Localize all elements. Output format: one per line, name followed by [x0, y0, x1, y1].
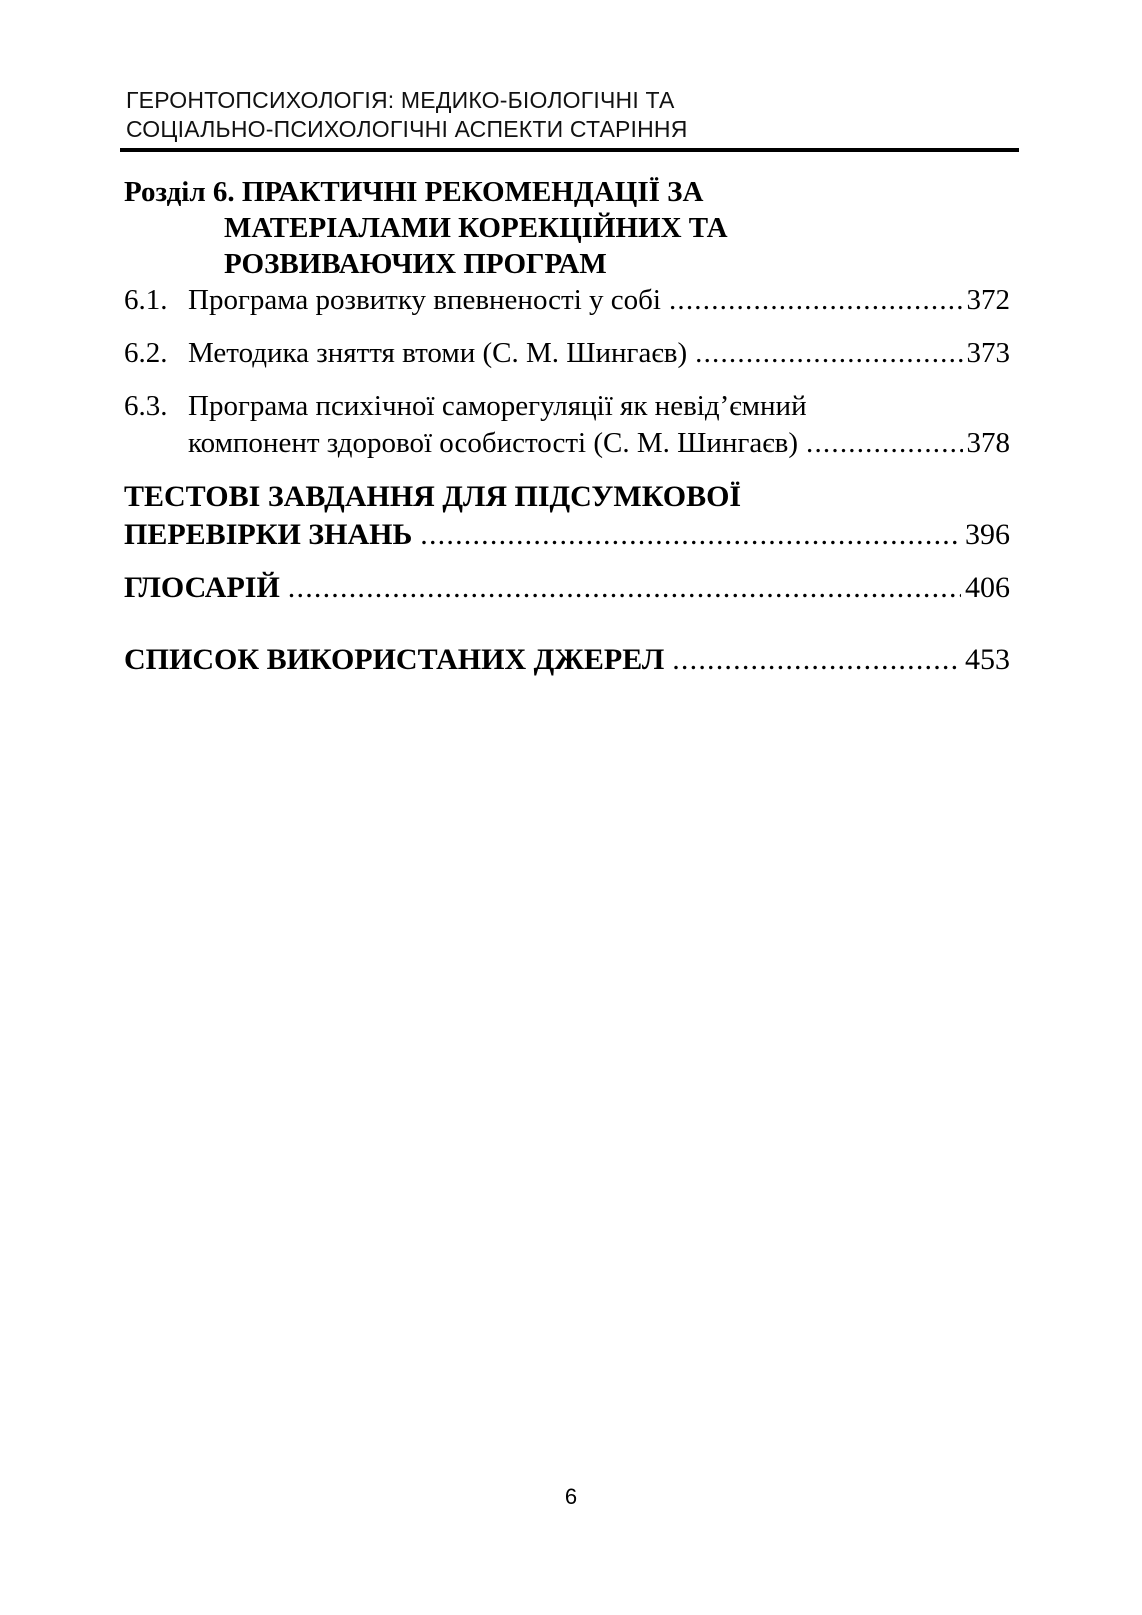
toc-entry-glossary[interactable] [124, 569, 1010, 607]
running-head [126, 86, 1006, 144]
toc-entry-number: 6.3. [124, 390, 168, 422]
toc-entry-title-line-1: Програма психічної саморегуляції як невід’ємний [188, 390, 807, 422]
toc-entry-number: 6.2. [124, 337, 168, 369]
section-title [124, 174, 1004, 282]
toc-entry-page: 396 [965, 518, 1010, 551]
section-title-line-3: РОЗВИВАЮЧИХ ПРОГРАМ [224, 248, 607, 280]
toc-entry-page: 378 [966, 427, 1010, 459]
running-head-line-2: СОЦІАЛЬНО-ПСИХОЛОГІЧНІ АСПЕКТИ СТАРІННЯ [126, 116, 688, 142]
dot-leader [420, 516, 961, 554]
toc-entry-title: ГЛОСАРІЙ [124, 571, 280, 604]
toc-entry-title-line-2: компонент здорової особистості (С. М. Шингаєв) [188, 427, 799, 459]
toc-entry-references[interactable] [124, 641, 1010, 679]
toc-entry-6-2[interactable] [124, 335, 1010, 372]
toc-entry-title: СПИСОК ВИКОРИСТАНИХ ДЖЕРЕЛ [124, 643, 665, 676]
dot-leader [806, 425, 962, 462]
toc-entry-page: 406 [965, 571, 1010, 604]
page-number: 6 [564, 1484, 578, 1509]
toc-entry-6-1[interactable] [124, 282, 1010, 319]
dot-leader [288, 569, 961, 607]
section-title-line-1: Розділ 6. ПРАКТИЧНІ РЕКОМЕНДАЦІЇ ЗА [124, 176, 704, 208]
toc-entry-page: 372 [966, 284, 1010, 316]
toc-entry-page: 373 [966, 337, 1010, 369]
toc-entry-title-line-2: ПЕРЕВІРКИ ЗНАНЬ [124, 518, 413, 551]
section-title-line-2: МАТЕРІАЛАМИ КОРЕКЦІЙНИХ ТА [224, 212, 728, 244]
toc-entry-6-3[interactable] [124, 388, 1010, 462]
running-head-line-1: ГЕРОНТОПСИХОЛОГІЯ: МЕДИКО-БІОЛОГІЧНІ ТА [126, 87, 675, 113]
toc-entry-tests[interactable] [124, 478, 1010, 554]
toc-entry-number: 6.1. [124, 284, 168, 316]
dot-leader [669, 282, 963, 319]
toc-entry-page: 453 [965, 643, 1010, 676]
toc-entry-title: Програма розвитку впевненості у собі [188, 284, 661, 316]
header-rule [120, 148, 1019, 152]
dot-leader [695, 335, 962, 372]
toc-entry-title: Методика зняття втоми (С. М. Шингаєв) [188, 337, 688, 369]
dot-leader [672, 641, 961, 679]
toc-entry-title-line-1: ТЕСТОВІ ЗАВДАННЯ ДЛЯ ПІДСУМКОВОЇ [124, 480, 742, 513]
